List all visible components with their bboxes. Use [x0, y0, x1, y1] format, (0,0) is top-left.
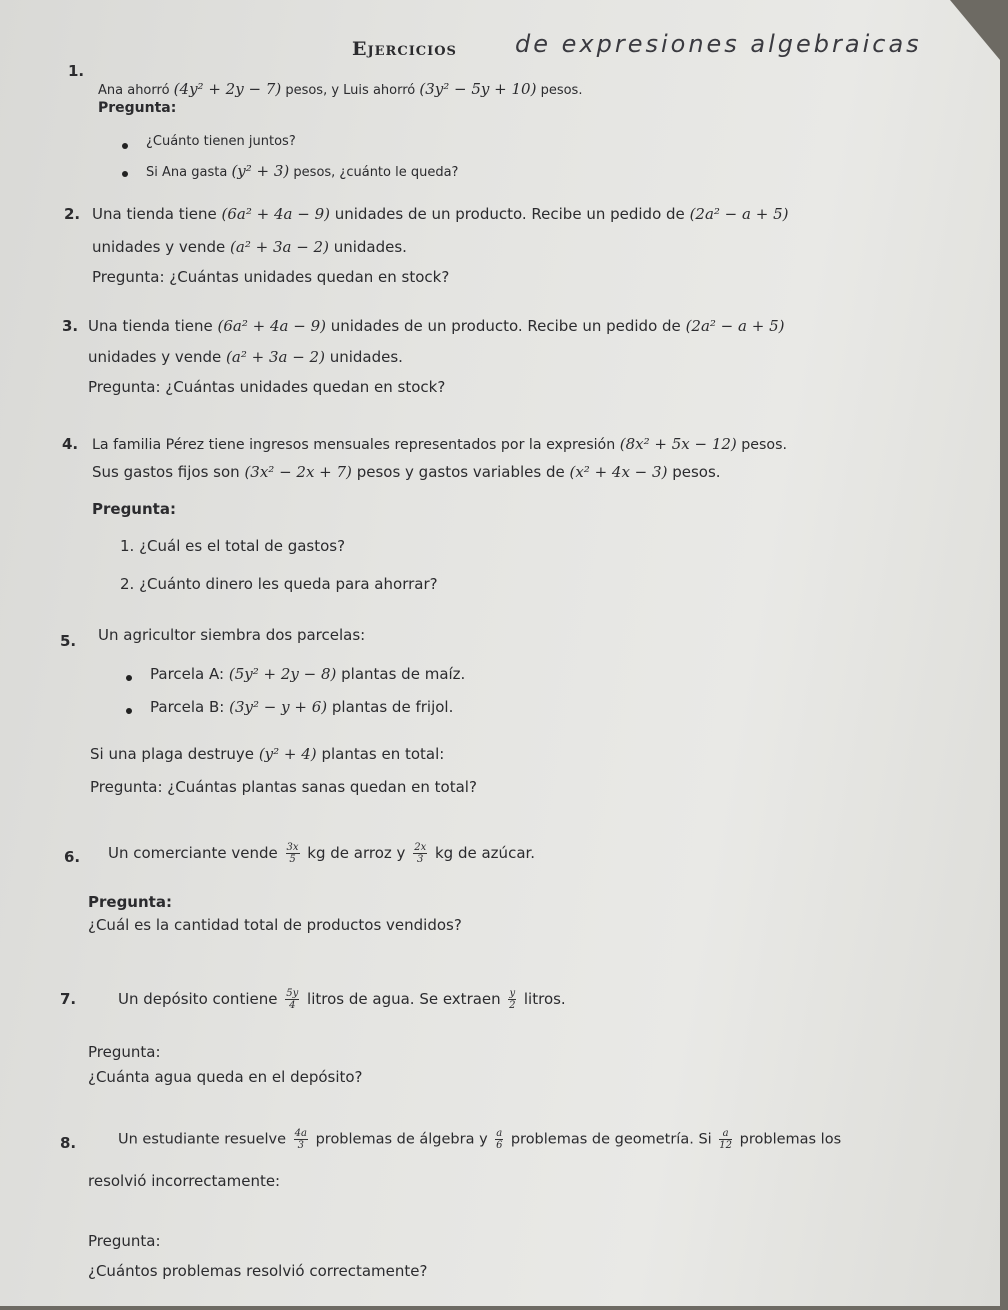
exercise-5-number: 5. [60, 632, 77, 650]
fraction: $\frac{3x}{5}$ [286, 842, 299, 865]
exercise-2-line-1: Una tienda tiene (6a² + 4a − 9) unidades de un producto. Recibe un pedido de (2a² − a + 5) [92, 205, 789, 223]
fraction: $\frac{4a}{3}$ [294, 1128, 307, 1151]
fraction: $\frac{5y}{4}$ [286, 988, 299, 1011]
exercise-4-line-2: Sus gastos fijos son (3x² − 2x + 7) pesos y gastos variables de (x² + 4x − 3) pesos. [92, 463, 721, 481]
fraction: $\frac{a}{12}$ [719, 1128, 733, 1151]
exercise-4-q1: 1. ¿Cuál es el total de gastos? [120, 537, 346, 555]
exercise-7-question: ¿Cuánta agua queda en el depósito? [88, 1068, 363, 1086]
exercise-4-question-label: Pregunta: [92, 500, 176, 518]
exercise-3-line-2: unidades y vende (a² + 3a − 2) unidades. [88, 348, 403, 366]
handwritten-title: de expresiones algebraicas [515, 30, 922, 58]
exercise-6-question-label: Pregunta: [88, 893, 172, 911]
exercise-3-question: Pregunta: ¿Cuántas unidades quedan en stock? [88, 378, 446, 396]
exercise-6-number: 6. [64, 848, 81, 866]
exercise-3-line-1: Una tienda tiene (6a² + 4a − 9) unidades de un producto. Recibe un pedido de (2a² − a + 5) [88, 317, 785, 335]
exercise-1-text: Ana ahorró (4y² + 2y − 7) pesos, y Luis ahorró (3y² − 5y + 10) pesos. [98, 80, 583, 98]
exercise-8-question: ¿Cuántos problemas resolvió correctamente? [88, 1262, 428, 1280]
worksheet-title: Ejercicios [352, 38, 457, 60]
exercise-2-number: 2. [64, 205, 81, 223]
exercise-8-line-1: Un estudiante resuelve $\frac{4a}{3}$ problemas de álgebra y $\frac{a}{6}$ problemas de geometría. Si $\frac{a}{12}$ problemas los [118, 1128, 842, 1151]
exercise-1-number: 1. [68, 62, 85, 80]
exercise-5-intro: Un agricultor siembra dos parcelas: [98, 626, 366, 644]
exercise-7-number: 7. [60, 990, 77, 1008]
exercise-4-number: 4. [62, 435, 79, 453]
bullet-icon [126, 675, 132, 681]
fraction: $\frac{2x}{3}$ [414, 842, 427, 865]
exercise-5-question: Pregunta: ¿Cuántas plantas sanas quedan en total? [90, 778, 477, 796]
exercise-8-question-label: Pregunta: [88, 1232, 161, 1250]
exercise-8-number: 8. [60, 1134, 77, 1152]
exercise-3-number: 3. [62, 317, 79, 335]
exercise-1-question-label: Pregunta: [98, 100, 177, 116]
exercise-5-parcel-a: Parcela A: (5y² + 2y − 8) plantas de maíz. [150, 665, 466, 683]
exercise-1-q1: ¿Cuánto tienen juntos? [146, 134, 296, 149]
exercise-8-line-2: resolvió incorrectamente: [88, 1172, 281, 1190]
exercise-6-text: Un comerciante vende $\frac{3x}{5}$ kg de arroz y $\frac{2x}{3}$ kg de azúcar. [108, 842, 536, 865]
fraction: $\frac{y}{2}$ [509, 988, 516, 1011]
exercise-2-question: Pregunta: ¿Cuántas unidades quedan en stock? [92, 268, 450, 286]
bullet-icon [126, 708, 132, 714]
fraction: $\frac{a}{6}$ [496, 1128, 503, 1151]
exercise-1-q2: Si Ana gasta (y² + 3) pesos, ¿cuánto le queda? [146, 162, 459, 180]
exercise-5-parcel-b: Parcela B: (3y² − y + 6) plantas de frijol. [150, 698, 454, 716]
exercise-5-plague: Si una plaga destruye (y² + 4) plantas en total: [90, 745, 445, 763]
exercise-2-line-2: unidades y vende (a² + 3a − 2) unidades. [92, 238, 407, 256]
bullet-icon [122, 171, 128, 177]
exercise-7-text: Un depósito contiene $\frac{5y}{4}$ litros de agua. Se extraen $\frac{y}{2}$ litros. [118, 988, 566, 1011]
exercise-4-line-1: La familia Pérez tiene ingresos mensuales representados por la expresión (8x² + 5x − 12) pesos. [92, 435, 787, 453]
exercise-4-q2: 2. ¿Cuánto dinero les queda para ahorrar? [120, 575, 438, 593]
exercise-7-question-label: Pregunta: [88, 1043, 161, 1061]
bullet-icon [122, 143, 128, 149]
exercise-6-question: ¿Cuál es la cantidad total de productos vendidos? [88, 916, 462, 934]
